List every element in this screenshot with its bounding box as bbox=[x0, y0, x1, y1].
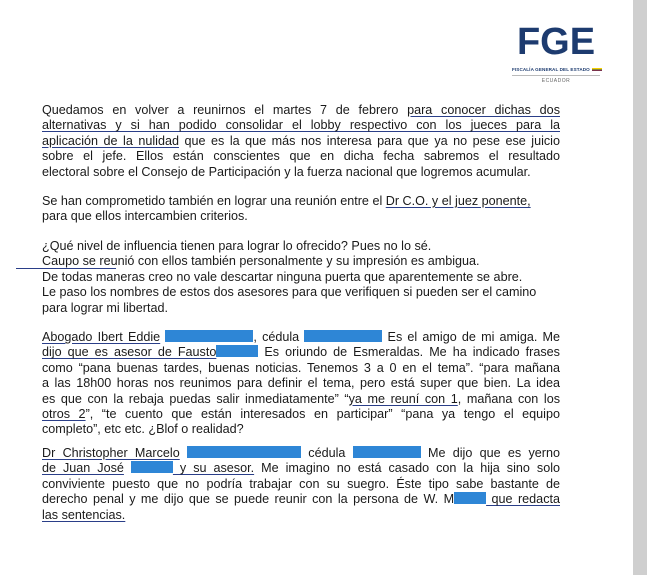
side-margin bbox=[633, 0, 647, 575]
paragraph-line bbox=[42, 461, 560, 476]
paragraph-line bbox=[42, 301, 560, 316]
logo-country: ECUADOR bbox=[541, 78, 571, 84]
logo-divider bbox=[512, 75, 600, 76]
logo-subtitle bbox=[512, 67, 600, 72]
text-run: , cédula bbox=[253, 330, 300, 344]
logo-subtitle-text: FISCALÍA GENERAL DEL ESTADO bbox=[512, 67, 590, 72]
paragraph-3 bbox=[42, 239, 560, 316]
underlined-text: ya me reuní con 1 bbox=[348, 391, 458, 406]
redaction-box bbox=[187, 446, 301, 458]
text-run: Me imagino no está casado con la hija sino solo bbox=[254, 461, 560, 476]
underlined-text: dijo que es asesor de Fausto bbox=[42, 345, 217, 360]
paragraph-line bbox=[42, 361, 560, 376]
text-run: , mañana con los bbox=[457, 391, 560, 406]
redaction-box bbox=[304, 330, 382, 342]
text-run: para lograr mi libertad. bbox=[42, 300, 168, 315]
paragraph-line bbox=[42, 477, 560, 492]
text-run: Es oriundo de Esmeraldas. Me ha indicado frases bbox=[258, 345, 560, 360]
paragraph-line bbox=[42, 118, 560, 133]
text-run: derecho penal y me dijo que se puede reunir con la persona de W. M bbox=[42, 492, 455, 507]
paragraph-line bbox=[42, 134, 560, 149]
text-run: a las 18h00 horas nos reunimos para definir el tema, pero está super que bien. La idea bbox=[42, 376, 560, 391]
paragraph-4 bbox=[42, 330, 560, 438]
text-run: cédula bbox=[301, 446, 346, 460]
text-run: ¿Qué nivel de influencia tienen para lograr lo ofrecido? Pues no lo sé. bbox=[42, 239, 432, 253]
underlined-text: las sentencias. bbox=[42, 507, 126, 522]
redaction-box bbox=[353, 446, 421, 458]
paragraph-line bbox=[42, 165, 560, 180]
text-run: conviviente puesto que no podría trabajar con su suegro. Éste tipo sabe bastante de bbox=[42, 476, 560, 491]
text-run: Caupo se reunió con ellos también personalmente y su impresión es ambigua. bbox=[42, 254, 480, 269]
text-run: Es el amigo de mi amiga. Me bbox=[382, 330, 561, 344]
text-run: De todas maneras creo no vale descartar ninguna puerta que aparentemente se abre. bbox=[42, 269, 523, 284]
logo-mark: FGE bbox=[516, 21, 596, 63]
paragraph-line bbox=[42, 492, 560, 507]
paragraph-line bbox=[42, 407, 560, 422]
underlined-text: de Juan José bbox=[42, 461, 124, 476]
paragraph-line bbox=[42, 422, 560, 437]
paragraph-line bbox=[42, 239, 560, 254]
paragraph-5 bbox=[42, 446, 560, 523]
text-run: Me dijo que es yerno bbox=[420, 446, 560, 460]
underlined-text: Dr Christopher Marcelo bbox=[42, 446, 180, 460]
underlined-text: y su asesor. bbox=[172, 461, 255, 476]
paragraph-line bbox=[42, 392, 560, 407]
flag-icon bbox=[592, 68, 602, 71]
redaction-box bbox=[216, 345, 258, 357]
paragraph-1 bbox=[42, 103, 560, 180]
paragraph-line bbox=[42, 446, 560, 461]
text-run: que es la que más nos interesa para que ya no pese ese juicio bbox=[178, 133, 560, 148]
paragraph-line bbox=[42, 285, 560, 300]
paragraph-line bbox=[42, 194, 560, 209]
text-run: ”, “te cuento que están interesados en participar” “pana ya tengo el equipo bbox=[85, 407, 560, 422]
paragraph-line bbox=[42, 103, 560, 118]
underlined-text: otros 2 bbox=[42, 407, 86, 422]
underlined-text: para conocer dichas dos bbox=[407, 103, 560, 117]
paragraph-line bbox=[42, 345, 560, 360]
paragraph-line bbox=[42, 376, 560, 391]
text-run: es que con la rebaja puedas salir inmediatamente” “ bbox=[42, 391, 349, 406]
underlined-text: Dr C.O. y el juez ponente, bbox=[385, 194, 531, 208]
paragraph-line bbox=[42, 330, 560, 345]
redaction-box bbox=[131, 461, 173, 473]
paragraph-line bbox=[42, 209, 560, 224]
text-run: sobre el jefe. Ellos están conscientes que en dicha fecha sabremos el resultado bbox=[42, 149, 560, 164]
text-run: Quedamos en volver a reunirnos el martes 7 de febrero bbox=[42, 103, 408, 117]
text-run: como “pana buenas tardes, buenas noticias. Tenemos 3 a 0 en el tema”. “para mañana bbox=[42, 360, 560, 375]
underlined-text: aplicación de la nulidad bbox=[42, 133, 179, 148]
letter-body bbox=[42, 103, 560, 523]
text-run: Se han comprometido también en lograr una reunión entre el bbox=[42, 194, 386, 208]
paragraph-line bbox=[42, 508, 560, 523]
underlined-text: que redacta bbox=[486, 492, 560, 507]
underlined-text: Abogado Ibert Eddie bbox=[42, 330, 161, 344]
paragraph-line bbox=[42, 270, 560, 285]
paragraph-line bbox=[42, 149, 560, 164]
paragraph-line bbox=[42, 254, 560, 269]
redaction-box bbox=[165, 330, 253, 342]
text-run: Le paso los nombres de estos dos asesores para que verifiquen si pueden ser el camino bbox=[42, 285, 537, 300]
text-run: completo”, etc etc. ¿Blof o realidad? bbox=[42, 422, 244, 437]
hand-underline bbox=[16, 268, 116, 269]
fge-logo bbox=[512, 22, 600, 84]
paragraph-2 bbox=[42, 194, 560, 225]
underlined-text: alternativas y si han podido consolidar el lobby respectivo con los jueces para la bbox=[42, 118, 560, 133]
redaction-box bbox=[454, 492, 486, 504]
text-run: para que ellos intercambien criterios. bbox=[42, 209, 248, 224]
text-run: electoral sobre el Consejo de Participación y la fuerza nacional que logremos acumular. bbox=[42, 164, 531, 179]
